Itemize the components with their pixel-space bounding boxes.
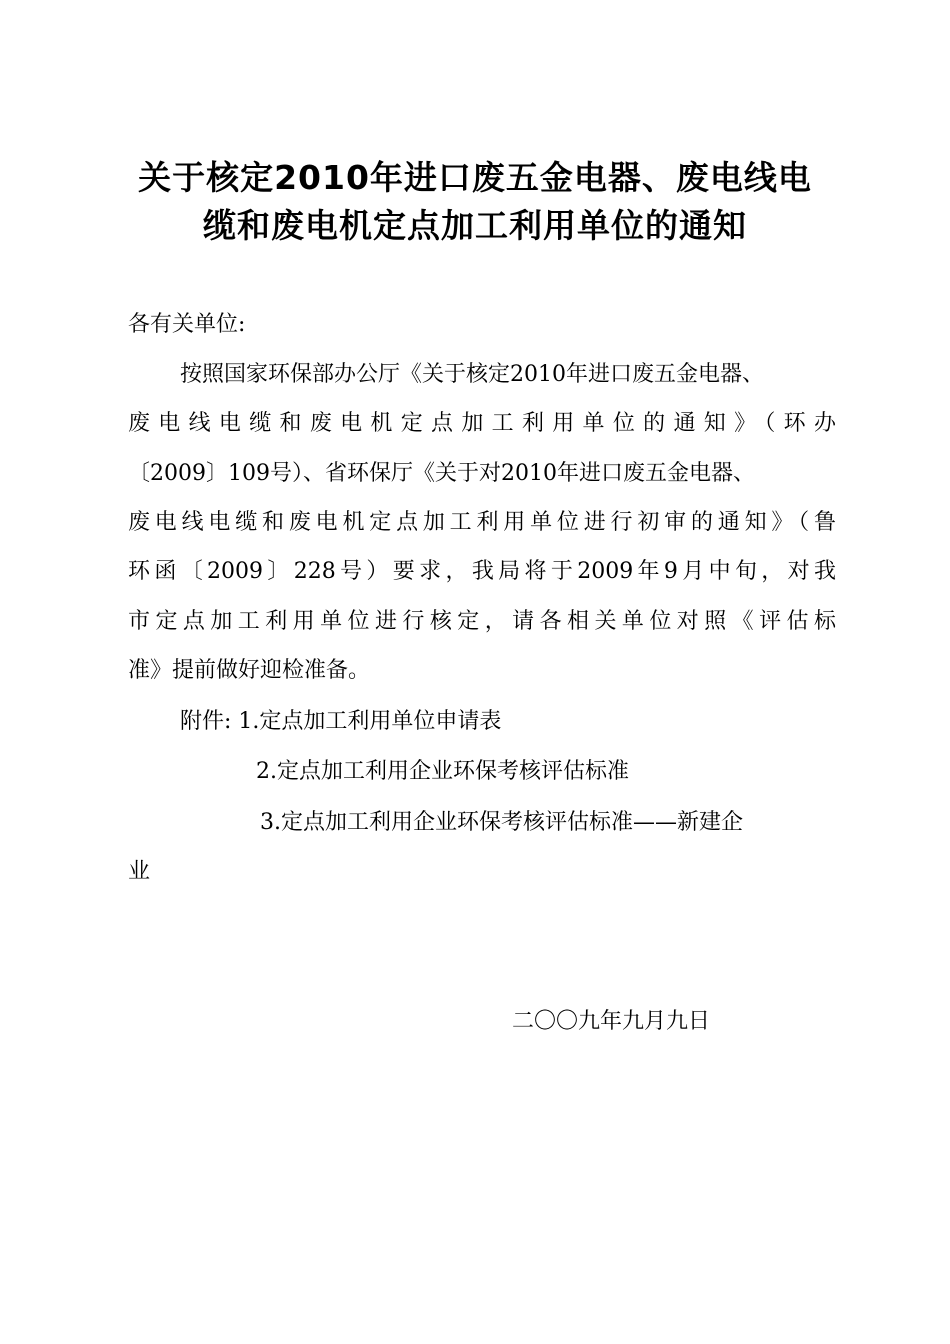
document-date: 二〇〇九年九月九日	[512, 1009, 711, 1034]
paragraph-line: 按照国家环保部办公厅《关于核定2010年进口废五金电器、	[180, 362, 764, 387]
paragraph-line: 准》提前做好迎检准备。	[128, 658, 371, 683]
paragraph-line: 〔2009〕109号）、省环保厅《关于对2010年进口废五金电器、	[128, 461, 755, 486]
attachment-item-3: 3.定点加工利用企业环保考核评估标准——新建企	[260, 810, 743, 835]
document-title-line-1: 关于核定2010年进口废五金电器、废电线电	[138, 158, 812, 197]
attachment-item-3-continued: 业	[128, 859, 151, 884]
document-title-line-2: 缆和废电机定点加工利用单位的通知	[203, 206, 747, 245]
paragraph-line: 环函〔2009〕228号）要求，我局将于2009年9月中旬，对我	[128, 559, 836, 584]
attachment-item-2: 2.定点加工利用企业环保考核评估标准	[256, 759, 629, 784]
salutation: 各有关单位:	[128, 312, 246, 337]
attachment-label-line: 附件: 1.定点加工利用单位申请表	[180, 709, 502, 734]
paragraph-line: 废电线电缆和废电机定点加工利用单位进行初审的通知》（鲁	[128, 510, 836, 535]
paragraph-line: 市定点加工利用单位进行核定，请各相关单位对照《评估标	[128, 609, 836, 634]
paragraph-line: 废电线电缆和废电机定点加工利用单位的通知》（环办	[128, 411, 836, 436]
